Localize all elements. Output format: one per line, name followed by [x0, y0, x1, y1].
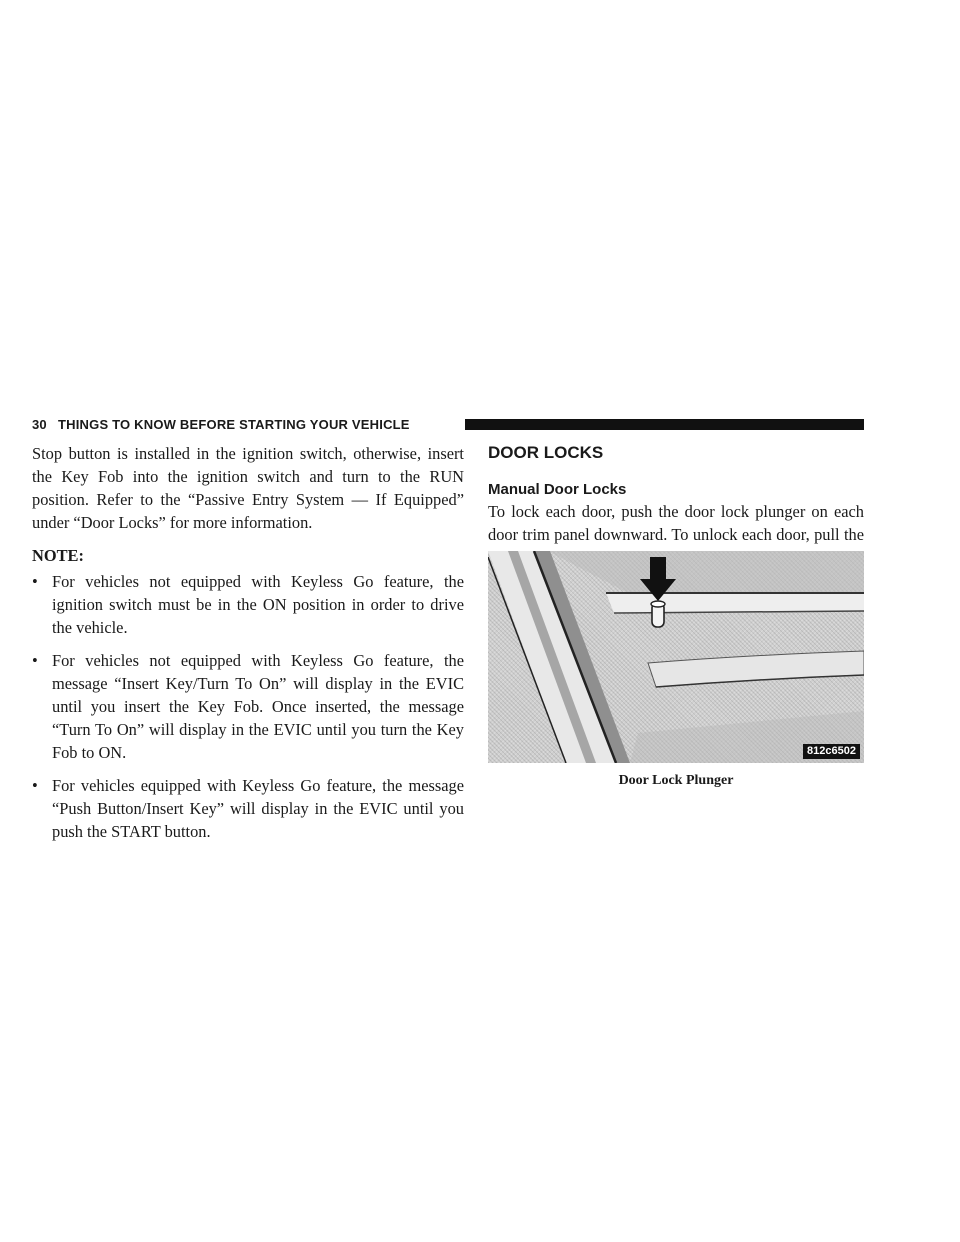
left-column — [32, 442, 464, 853]
note-bullet-list — [32, 570, 464, 843]
bullet-icon: • — [32, 572, 38, 591]
page-header — [32, 416, 864, 434]
door-lock-plunger-illustration — [488, 551, 864, 763]
bullet-text: For vehicles not equipped with Keyless Go feature, the ignition switch must be in the ON position in order to drive the vehicle. — [52, 572, 464, 637]
door-lock-paragraph: To lock each door, push the door lock plunger on each door trim panel downward. To unlock each door, pull the — [488, 502, 864, 544]
page-number: 30 — [32, 417, 47, 432]
subsection-heading: Manual Door Locks — [488, 481, 627, 498]
intro-paragraph: Stop button is installed in the ignition switch, otherwise, insert the Key Fob into the ignition switch and turn to the RUN position. Refer to the “Passive Entry System — If Equipped” under “Door Locks” for more information. — [32, 444, 464, 532]
figure-caption: Door Lock Plunger — [618, 773, 734, 788]
note-label: NOTE: — [32, 546, 84, 565]
list-item — [32, 649, 464, 764]
header-rule — [465, 419, 864, 430]
section-heading: DOOR LOCKS — [488, 443, 604, 462]
bullet-icon: • — [32, 651, 38, 670]
right-column — [488, 442, 864, 569]
bullet-icon: • — [32, 776, 38, 795]
chapter-title: THINGS TO KNOW BEFORE STARTING YOUR VEHICLE — [58, 417, 410, 432]
figure-code-label: 812c6502 — [803, 744, 860, 759]
bullet-text: For vehicles equipped with Keyless Go feature, the message “Push Button/Insert Key” will display in the EVIC until you push the START button. — [52, 776, 464, 841]
bullet-text: For vehicles not equipped with Keyless Go feature, the message “Insert Key/Turn To On” will display in the EVIC until you insert the Key Fob. Once inserted, the message “Turn To On” will display in the EVIC until you turn the Key Fob to ON. — [52, 651, 464, 762]
door-panel-drawing — [488, 551, 864, 763]
list-item — [32, 570, 464, 639]
list-item — [32, 774, 464, 843]
